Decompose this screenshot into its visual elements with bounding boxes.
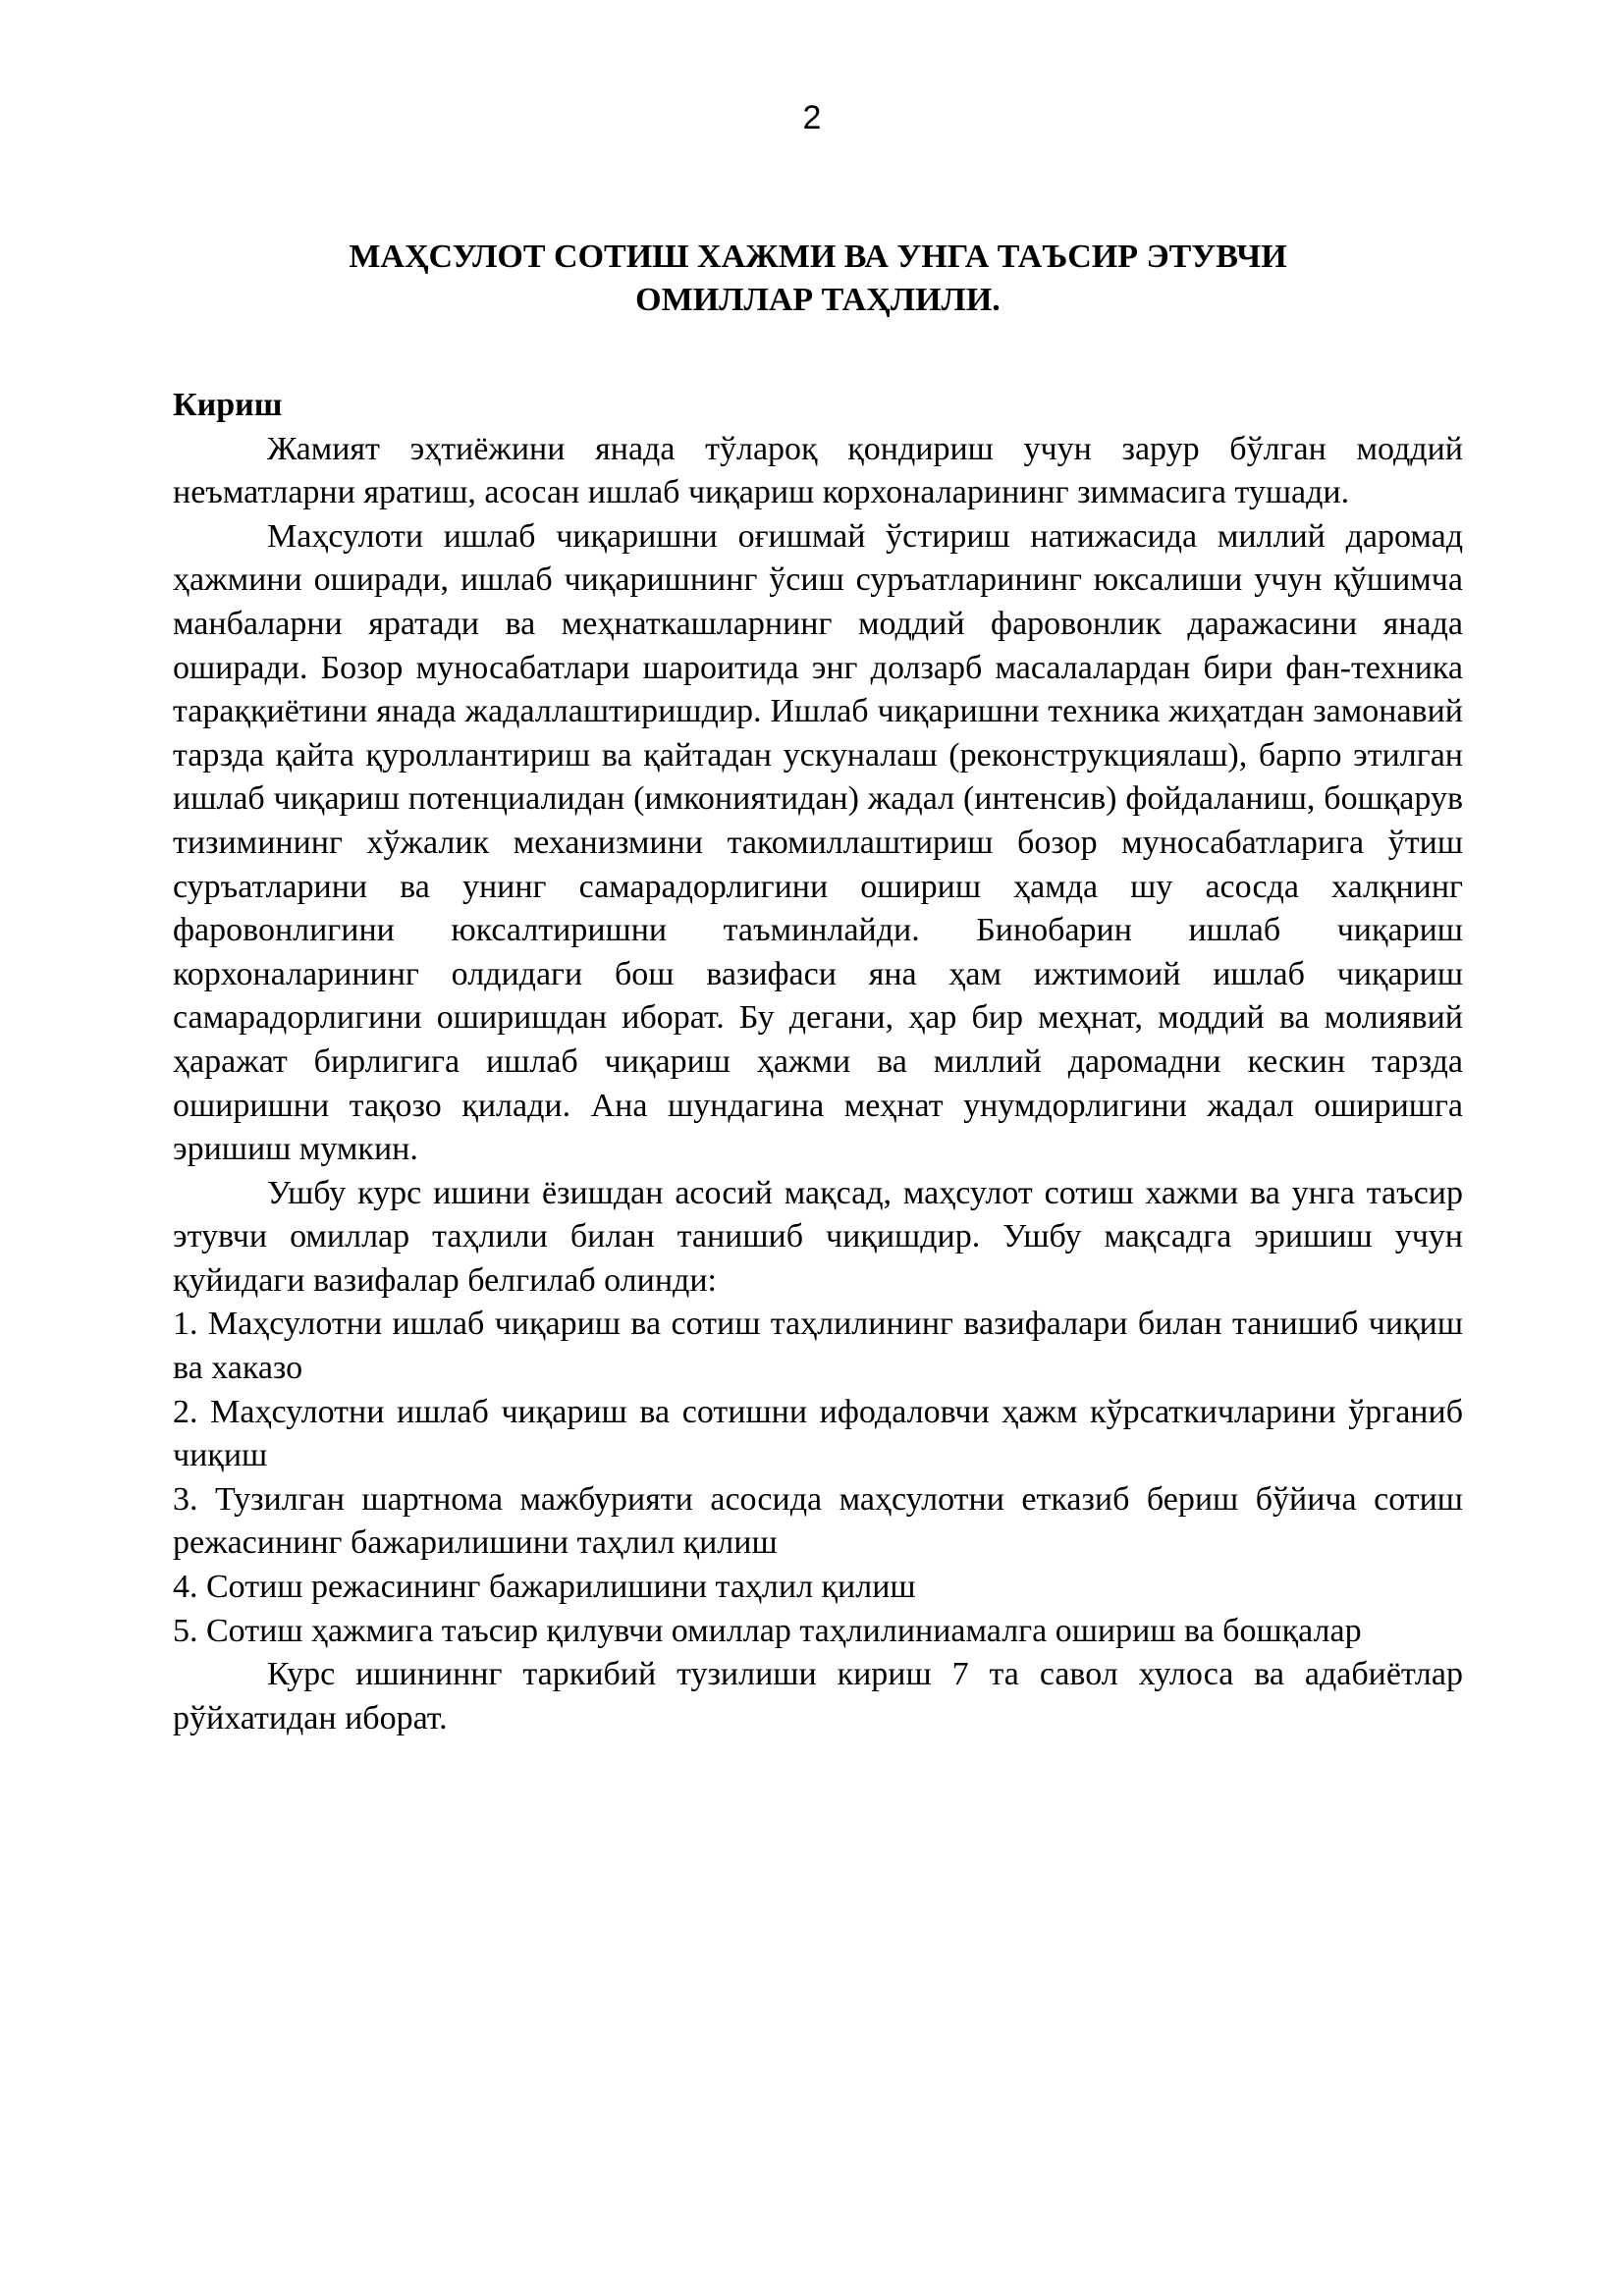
document-title-line-1: МАҲСУЛОТ СОТИШ ХАЖМИ ВА УНГА ТАЪСИР ЭТУВЧИ — [349, 239, 1287, 275]
task-item-5: 5. Сотиш ҳажмига таъсир қилувчи омиллар таҳлилиниамалга ошириш ва бошқалар — [173, 1612, 1362, 1649]
task-item-1: 1. Маҳсулотни ишлаб чиқариш ва сотиш таҳлилининг вазифалари билан танишиб чиқиш ва хаказо — [173, 1306, 1463, 1387]
section-heading-introduction: Кириш — [173, 387, 283, 423]
paragraph-2: Маҳсулоти ишлаб чиқаришни оғишмай ўстириш натижасида миллий даромад ҳажмини оширади, ишлаб чиқаришнинг ўсиш суръатларининг юксалиши учун қўшимча манбаларни яратади ва меҳнаткашларнинг моддий фаровонлик даражасини янада оширади. Бозор муносабатлари шароитида энг долзарб масалалардан бири фан-техника тараққиётини янада жадаллаштиришдир. Ишлаб чиқаришни техника жиҳатдан замонавий тарзда қайта қуроллантириш ва қайтадан ускуналаш (реконструкциялаш), барпо этилган ишлаб чиқариш потенциалидан (имкониятидан) жадал (интенсив) фойдаланиш, бошқарув тизимининг хўжалик механизмини такомиллаштириш бозор муносабатларига ўтиш суръатларини ва унинг самарадорлигини ошириш ҳамда шу асосда халқнинг фаровонлигини юксалтиришни таъминлайди. Бинобарин ишлаб чиқариш корхоналарининг олдидаги бош вазифаси яна ҳам ижтимоий ишлаб чиқариш самарадорлигини оширишдан иборат. Бу дегани, ҳар бир меҳнат, моддий ва молиявий ҳаражат бирлигига ишлаб чиқариш ҳажми ва миллий даромадни кескин тарзда оширишни тақозо қилади. Ана шундагина меҳнат унумдорлигини жадал оширишга эришиш мумкин. — [173, 517, 1463, 1168]
document-title — [173, 236, 1463, 322]
task-item-2: 2. Маҳсулотни ишлаб чиқариш ва сотишни ифодаловчи ҳажм кўрсаткичларини ўрганиб чиқиш — [173, 1393, 1463, 1474]
paragraph-3: Ушбу курс ишини ёзишдан асосий мақсад, маҳсулот сотиш хажми ва унга таъсир этувчи омиллар таҳлили билан танишиб чиқишдир. Ушбу мақсадга эришиш учун қуйидаги вазифалар белгилаб олинди: — [173, 1174, 1463, 1299]
task-item-4: 4. Сотиш режасининг бажарилишини таҳлил қилиш — [173, 1569, 916, 1606]
document-title-line-2: ОМИЛЛАР ТАҲЛИЛИ. — [635, 282, 1001, 318]
task-item-3: 3. Тузилган шартнома мажбурияти асосида маҳсулотни етказиб бериш бўйича сотиш режасининг бажарилишини таҳлил қилиш — [173, 1480, 1463, 1562]
page-number: 2 — [802, 99, 822, 136]
closing-paragraph: Курс ишининнг таркибий тузилиши кириш 7 та савол хулоса ва адабиётлар рўйхатидан иборат. — [173, 1656, 1463, 1736]
document-body — [173, 236, 1463, 1740]
paragraph-1: Жамият эҳтиёжини янада тўлароқ қондириш учун зарур бўлган моддий неъматларни яратиш, асосан ишлаб чиқариш корхоналарининг зиммасига тушади. — [173, 430, 1463, 511]
